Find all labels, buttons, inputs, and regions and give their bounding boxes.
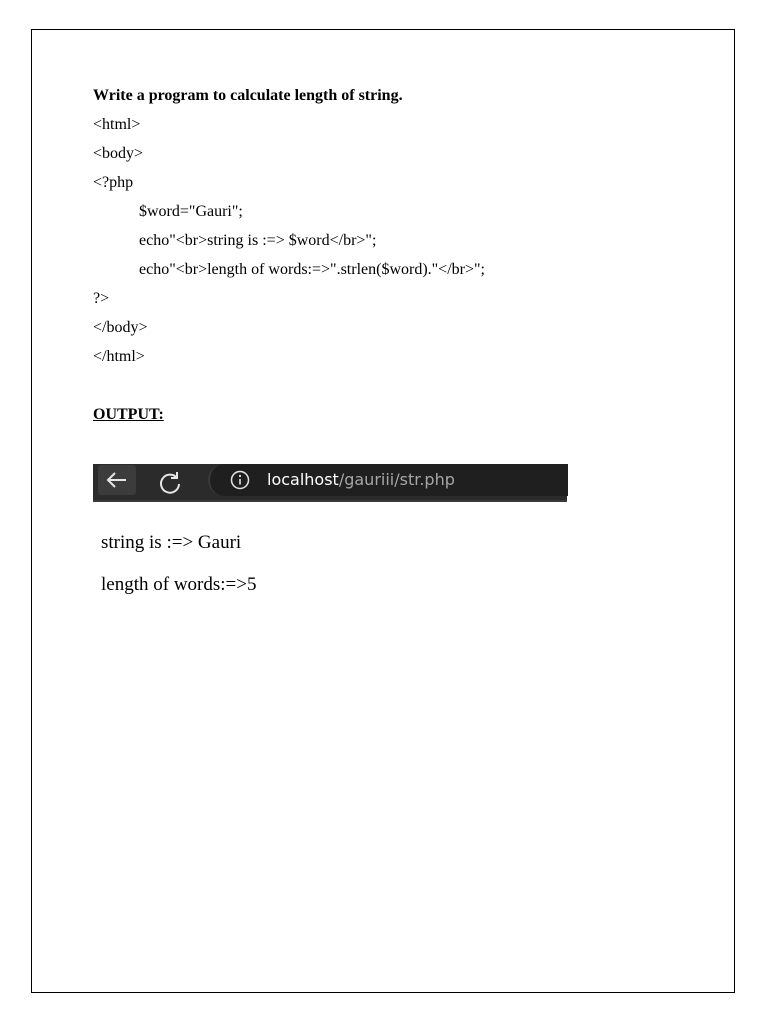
output-line: length of words:=>5 — [101, 574, 257, 595]
browser-toolbar — [93, 464, 567, 502]
code-line: <body> — [93, 145, 144, 162]
question-title: Write a program to calculate length of string. — [93, 87, 403, 104]
url-path: /gauriii/str.php — [338, 470, 455, 489]
code-line: </html> — [93, 348, 145, 365]
url-text[interactable] — [267, 470, 455, 490]
address-bar[interactable] — [208, 464, 568, 496]
code-line: $word="Gauri"; — [139, 203, 243, 220]
arrow-left-icon — [98, 465, 136, 495]
page-frame — [31, 29, 735, 993]
url-host: localhost — [267, 470, 339, 489]
code-line: echo"<br>length of words:=>".strlen($word)."</br>"; — [139, 261, 485, 278]
code-line: </body> — [93, 319, 148, 336]
reload-icon — [155, 467, 185, 497]
code-line: <?php — [93, 174, 134, 191]
output-line: string is :=> Gauri — [101, 532, 242, 553]
output-heading: OUTPUT: — [93, 406, 164, 423]
info-icon[interactable] — [230, 470, 250, 490]
reload-button[interactable] — [155, 467, 185, 497]
code-line: echo"<br>string is :=> $word</br>"; — [139, 232, 377, 249]
back-button[interactable] — [98, 465, 136, 495]
code-line: ?> — [93, 290, 110, 307]
code-line: <html> — [93, 116, 141, 133]
